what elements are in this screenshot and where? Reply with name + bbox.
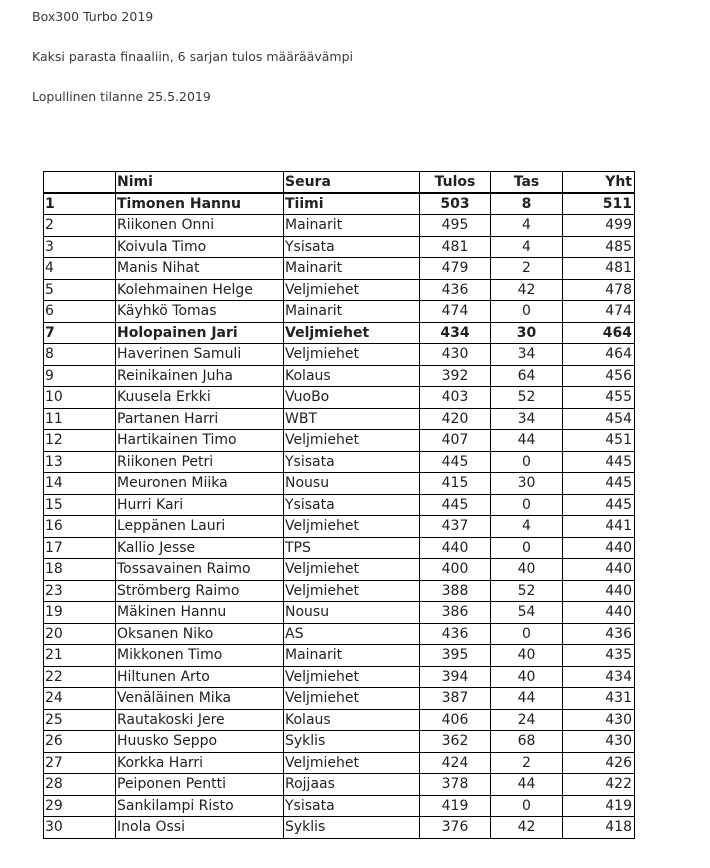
- cell-name: Sankilampi Risto: [116, 795, 284, 817]
- cell-name: Inola Ossi: [116, 817, 284, 839]
- cell-name: Hurri Kari: [116, 494, 284, 516]
- cell-rank: 11: [44, 408, 116, 430]
- table-row: [44, 580, 635, 602]
- table-row: [44, 688, 635, 710]
- cell-yht: 418: [563, 817, 635, 839]
- cell-name: Leppänen Lauri: [116, 516, 284, 538]
- cell-tas: 0: [491, 537, 563, 559]
- cell-tulos: 386: [420, 602, 491, 624]
- cell-tas: 4: [491, 516, 563, 538]
- cell-tas: 0: [491, 451, 563, 473]
- cell-yht: 434: [563, 666, 635, 688]
- cell-tulos: 388: [420, 580, 491, 602]
- cell-rank: 29: [44, 795, 116, 817]
- cell-club: AS: [284, 623, 420, 645]
- cell-yht: 422: [563, 774, 635, 796]
- cell-name: Mäkinen Hannu: [116, 602, 284, 624]
- cell-rank: 9: [44, 365, 116, 387]
- cell-name: Peiponen Pentti: [116, 774, 284, 796]
- cell-tas: 52: [491, 580, 563, 602]
- table-row: [44, 258, 635, 280]
- cell-tas: 44: [491, 774, 563, 796]
- table-row: [44, 279, 635, 301]
- table-row: [44, 473, 635, 495]
- cell-yht: 454: [563, 408, 635, 430]
- table-row: [44, 602, 635, 624]
- cell-club: Nousu: [284, 602, 420, 624]
- document-status: Lopullinen tilanne 25.5.2019: [32, 89, 211, 104]
- cell-rank: 17: [44, 537, 116, 559]
- cell-yht: 474: [563, 301, 635, 323]
- cell-yht: 440: [563, 602, 635, 624]
- cell-club: Veljmiehet: [284, 322, 420, 344]
- cell-yht: 440: [563, 537, 635, 559]
- cell-tas: 54: [491, 602, 563, 624]
- table-row: [44, 344, 635, 366]
- cell-tas: 30: [491, 473, 563, 495]
- cell-name: Holopainen Jari: [116, 322, 284, 344]
- cell-rank: 30: [44, 817, 116, 839]
- cell-tas: 44: [491, 688, 563, 710]
- cell-tulos: 394: [420, 666, 491, 688]
- cell-tas: 30: [491, 322, 563, 344]
- cell-rank: 25: [44, 709, 116, 731]
- cell-club: Rojjaas: [284, 774, 420, 796]
- cell-name: Riikonen Petri: [116, 451, 284, 473]
- document-subtitle: Kaksi parasta finaaliin, 6 sarjan tulos määräävämpi: [32, 49, 353, 64]
- table-row: [44, 301, 635, 323]
- cell-tas: 42: [491, 817, 563, 839]
- cell-yht: 456: [563, 365, 635, 387]
- cell-tas: 8: [491, 193, 563, 215]
- cell-tas: 0: [491, 623, 563, 645]
- cell-club: WBT: [284, 408, 420, 430]
- cell-tulos: 481: [420, 236, 491, 258]
- document-title: Box300 Turbo 2019: [32, 9, 154, 24]
- cell-rank: 19: [44, 602, 116, 624]
- cell-rank: 3: [44, 236, 116, 258]
- table-row: [44, 215, 635, 237]
- cell-tulos: 437: [420, 516, 491, 538]
- cell-club: Tiimi: [284, 193, 420, 215]
- cell-name: Kolehmainen Helge: [116, 279, 284, 301]
- header-rank: [44, 172, 116, 194]
- cell-yht: 445: [563, 451, 635, 473]
- cell-tulos: 434: [420, 322, 491, 344]
- cell-club: Mainarit: [284, 301, 420, 323]
- cell-name: Reinikainen Juha: [116, 365, 284, 387]
- cell-yht: 485: [563, 236, 635, 258]
- cell-tulos: 474: [420, 301, 491, 323]
- cell-tas: 34: [491, 408, 563, 430]
- cell-yht: 426: [563, 752, 635, 774]
- cell-yht: 499: [563, 215, 635, 237]
- cell-tulos: 424: [420, 752, 491, 774]
- cell-yht: 445: [563, 473, 635, 495]
- cell-yht: 445: [563, 494, 635, 516]
- cell-tulos: 419: [420, 795, 491, 817]
- cell-tulos: 392: [420, 365, 491, 387]
- cell-name: Haverinen Samuli: [116, 344, 284, 366]
- cell-club: Mainarit: [284, 215, 420, 237]
- cell-tulos: 440: [420, 537, 491, 559]
- cell-tulos: 376: [420, 817, 491, 839]
- cell-rank: 28: [44, 774, 116, 796]
- cell-tulos: 430: [420, 344, 491, 366]
- cell-rank: 6: [44, 301, 116, 323]
- cell-tulos: 420: [420, 408, 491, 430]
- cell-rank: 1: [44, 193, 116, 215]
- cell-club: Veljmiehet: [284, 666, 420, 688]
- cell-rank: 13: [44, 451, 116, 473]
- cell-name: Oksanen Niko: [116, 623, 284, 645]
- cell-club: Veljmiehet: [284, 688, 420, 710]
- cell-club: Syklis: [284, 731, 420, 753]
- cell-rank: 26: [44, 731, 116, 753]
- cell-tulos: 445: [420, 451, 491, 473]
- cell-club: Ysisata: [284, 451, 420, 473]
- table-row: [44, 537, 635, 559]
- cell-name: Kuusela Erkki: [116, 387, 284, 409]
- cell-yht: 431: [563, 688, 635, 710]
- cell-rank: 16: [44, 516, 116, 538]
- cell-name: Partanen Harri: [116, 408, 284, 430]
- table-row: [44, 752, 635, 774]
- cell-club: Veljmiehet: [284, 344, 420, 366]
- table-row: [44, 795, 635, 817]
- header-tulos: Tulos: [420, 172, 491, 194]
- cell-tas: 0: [491, 795, 563, 817]
- cell-tas: 2: [491, 752, 563, 774]
- cell-yht: 436: [563, 623, 635, 645]
- table-row: [44, 516, 635, 538]
- table-row: [44, 387, 635, 409]
- cell-name: Riikonen Onni: [116, 215, 284, 237]
- table-row: [44, 666, 635, 688]
- cell-club: Veljmiehet: [284, 516, 420, 538]
- cell-yht: 440: [563, 580, 635, 602]
- cell-tulos: 503: [420, 193, 491, 215]
- cell-tas: 40: [491, 559, 563, 581]
- header-yht: Yht: [563, 172, 635, 194]
- cell-yht: 481: [563, 258, 635, 280]
- cell-yht: 464: [563, 322, 635, 344]
- header-name: Nimi: [116, 172, 284, 194]
- table-row: [44, 365, 635, 387]
- cell-tulos: 436: [420, 279, 491, 301]
- cell-rank: 27: [44, 752, 116, 774]
- cell-tulos: 387: [420, 688, 491, 710]
- cell-tas: 68: [491, 731, 563, 753]
- cell-club: Veljmiehet: [284, 559, 420, 581]
- cell-tas: 40: [491, 645, 563, 667]
- cell-club: Syklis: [284, 817, 420, 839]
- cell-name: Hartikainen Timo: [116, 430, 284, 452]
- cell-yht: 441: [563, 516, 635, 538]
- cell-club: Veljmiehet: [284, 580, 420, 602]
- cell-tas: 52: [491, 387, 563, 409]
- cell-club: Mainarit: [284, 645, 420, 667]
- cell-rank: 5: [44, 279, 116, 301]
- cell-tas: 34: [491, 344, 563, 366]
- cell-rank: 4: [44, 258, 116, 280]
- cell-club: Veljmiehet: [284, 752, 420, 774]
- cell-name: Mikkonen Timo: [116, 645, 284, 667]
- cell-tulos: 406: [420, 709, 491, 731]
- cell-tulos: 403: [420, 387, 491, 409]
- table-row: [44, 322, 635, 344]
- cell-yht: 511: [563, 193, 635, 215]
- cell-tas: 4: [491, 215, 563, 237]
- cell-yht: 435: [563, 645, 635, 667]
- cell-yht: 478: [563, 279, 635, 301]
- cell-tas: 44: [491, 430, 563, 452]
- table-row: [44, 623, 635, 645]
- cell-yht: 419: [563, 795, 635, 817]
- table-row: [44, 494, 635, 516]
- table-row: [44, 451, 635, 473]
- cell-name: Käyhkö Tomas: [116, 301, 284, 323]
- cell-yht: 464: [563, 344, 635, 366]
- cell-yht: 440: [563, 559, 635, 581]
- cell-rank: 14: [44, 473, 116, 495]
- cell-tulos: 415: [420, 473, 491, 495]
- cell-tulos: 436: [420, 623, 491, 645]
- cell-rank: 2: [44, 215, 116, 237]
- cell-rank: 21: [44, 645, 116, 667]
- cell-club: TPS: [284, 537, 420, 559]
- cell-rank: 18: [44, 559, 116, 581]
- cell-name: Rautakoski Jere: [116, 709, 284, 731]
- cell-tulos: 407: [420, 430, 491, 452]
- cell-name: Meuronen Miika: [116, 473, 284, 495]
- cell-rank: 7: [44, 322, 116, 344]
- cell-tulos: 445: [420, 494, 491, 516]
- table-row: [44, 408, 635, 430]
- cell-rank: 20: [44, 623, 116, 645]
- cell-rank: 8: [44, 344, 116, 366]
- cell-rank: 10: [44, 387, 116, 409]
- cell-tas: 24: [491, 709, 563, 731]
- cell-tas: 0: [491, 494, 563, 516]
- cell-yht: 455: [563, 387, 635, 409]
- cell-yht: 430: [563, 709, 635, 731]
- cell-club: Kolaus: [284, 709, 420, 731]
- table-header-row: [44, 172, 635, 194]
- cell-tulos: 362: [420, 731, 491, 753]
- cell-tas: 42: [491, 279, 563, 301]
- cell-club: Mainarit: [284, 258, 420, 280]
- cell-tulos: 395: [420, 645, 491, 667]
- cell-tulos: 479: [420, 258, 491, 280]
- table-row: [44, 430, 635, 452]
- cell-name: Kallio Jesse: [116, 537, 284, 559]
- cell-name: Timonen Hannu: [116, 193, 284, 215]
- cell-rank: 24: [44, 688, 116, 710]
- cell-club: Ysisata: [284, 236, 420, 258]
- cell-name: Hiltunen Arto: [116, 666, 284, 688]
- cell-club: VuoBo: [284, 387, 420, 409]
- cell-club: Ysisata: [284, 494, 420, 516]
- cell-tas: 64: [491, 365, 563, 387]
- cell-name: Korkka Harri: [116, 752, 284, 774]
- table-row: [44, 731, 635, 753]
- cell-tulos: 400: [420, 559, 491, 581]
- cell-name: Strömberg Raimo: [116, 580, 284, 602]
- table-row: [44, 709, 635, 731]
- cell-name: Venäläinen Mika: [116, 688, 284, 710]
- cell-tas: 4: [491, 236, 563, 258]
- cell-rank: 15: [44, 494, 116, 516]
- table-row: [44, 645, 635, 667]
- cell-club: Veljmiehet: [284, 279, 420, 301]
- cell-name: Tossavainen Raimo: [116, 559, 284, 581]
- cell-name: Koivula Timo: [116, 236, 284, 258]
- cell-rank: 22: [44, 666, 116, 688]
- cell-tas: 0: [491, 301, 563, 323]
- cell-yht: 430: [563, 731, 635, 753]
- cell-name: Manis Nihat: [116, 258, 284, 280]
- table-row: [44, 774, 635, 796]
- cell-rank: 12: [44, 430, 116, 452]
- cell-club: Nousu: [284, 473, 420, 495]
- cell-tas: 40: [491, 666, 563, 688]
- cell-tulos: 495: [420, 215, 491, 237]
- table-row: [44, 817, 635, 839]
- header-club: Seura: [284, 172, 420, 194]
- cell-tas: 2: [491, 258, 563, 280]
- cell-club: Ysisata: [284, 795, 420, 817]
- cell-club: Veljmiehet: [284, 430, 420, 452]
- cell-tulos: 378: [420, 774, 491, 796]
- header-tas: Tas: [491, 172, 563, 194]
- table-row: [44, 559, 635, 581]
- table-row: [44, 193, 635, 215]
- results-table: [43, 171, 635, 839]
- cell-club: Kolaus: [284, 365, 420, 387]
- cell-name: Huusko Seppo: [116, 731, 284, 753]
- cell-yht: 451: [563, 430, 635, 452]
- table-row: [44, 236, 635, 258]
- cell-rank: 23: [44, 580, 116, 602]
